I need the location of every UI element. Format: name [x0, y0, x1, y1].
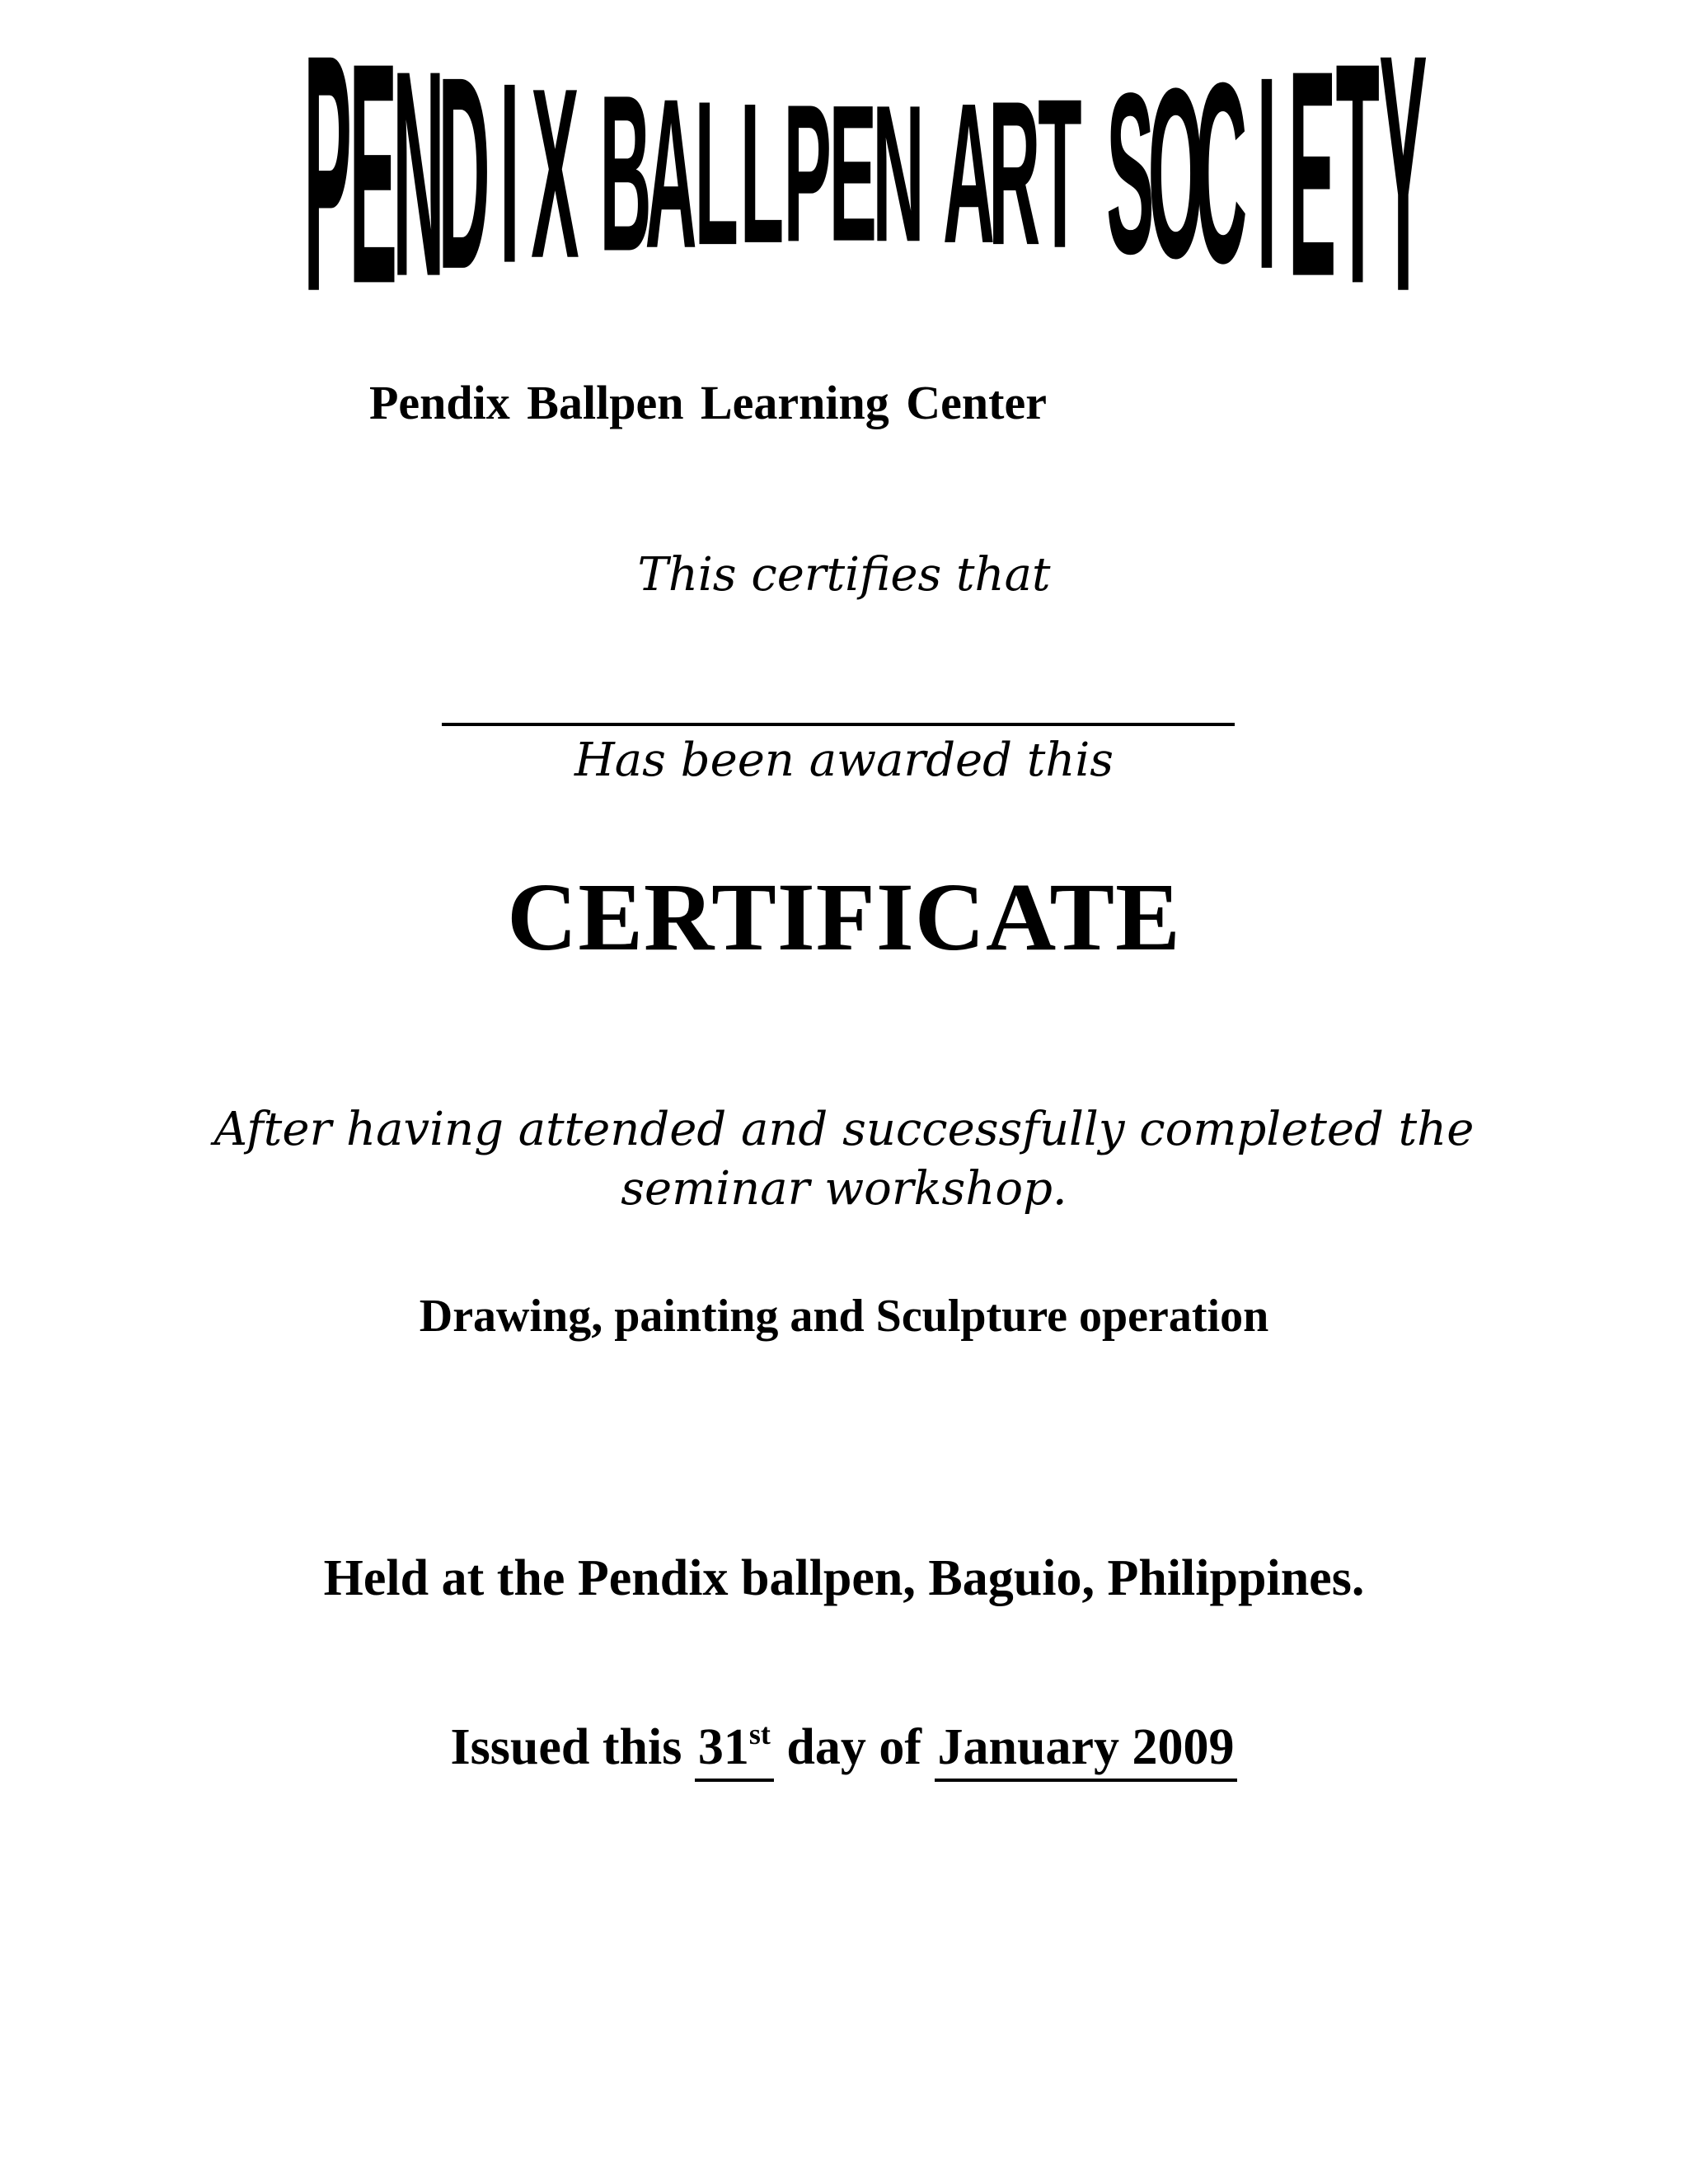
society-banner-letter: P: [783, 63, 832, 283]
issued-day: 31: [697, 1719, 749, 1775]
course-name: Drawing, painting and Sculpture operation: [419, 1291, 1269, 1342]
recipient-name-line: [442, 723, 1235, 726]
society-banner-letter: A: [645, 54, 697, 293]
issued-prefix: Issued this: [450, 1719, 682, 1775]
certificate-title: CERTIFICATE: [507, 863, 1181, 971]
completion-text-line-1: After having attended and successfully completed the: [213, 1103, 1475, 1156]
issued-month-year-blank: [935, 1718, 1238, 1782]
society-banner-wordart: [297, 41, 1434, 305]
certifies-text: This certifies that: [637, 548, 1051, 602]
issued-middle: day of: [786, 1719, 921, 1775]
society-banner-letter: C: [1195, 41, 1248, 305]
issue-date-line: [0, 1718, 1688, 1782]
society-banner-letter: E: [349, 41, 397, 305]
society-banner-letter: L: [694, 58, 738, 288]
society-banner-letter: Y: [1379, 41, 1428, 305]
awarded-text: Has been awarded this: [574, 733, 1114, 787]
organization-name: Pendix Ballpen Learning Center: [369, 376, 1047, 429]
issued-day-suffix: st: [748, 1718, 771, 1750]
society-banner-letter: S: [1106, 45, 1155, 302]
venue-text: Held at the Pendix ballpen, Baguio, Philippines.: [323, 1550, 1365, 1606]
completion-text-line-2: seminar workshop.: [621, 1162, 1067, 1216]
society-banner-letter: I: [499, 41, 520, 305]
society-banner-letter: N: [392, 41, 445, 305]
society-banner-letter: X: [531, 41, 579, 305]
society-banner-letter: T: [1038, 54, 1082, 293]
society-banner-letter: O: [1147, 41, 1204, 305]
society-banner-letter: N: [872, 63, 925, 283]
issued-day-blank: [695, 1718, 774, 1782]
society-banner-letter: P: [303, 41, 352, 305]
society-banner-letter: L: [739, 61, 785, 285]
society-banner-svg: [297, 41, 1434, 305]
society-banner-letter: E: [828, 63, 877, 283]
society-banner-letter: D: [438, 41, 490, 305]
society-banner-letters: [304, 41, 1428, 305]
issued-month-year: January 2009: [937, 1719, 1235, 1775]
society-banner-letter: T: [1335, 41, 1380, 305]
society-banner-letter: I: [1256, 41, 1278, 305]
society-banner-letter: R: [988, 58, 1041, 288]
society-banner-letter: B: [599, 48, 652, 298]
society-banner-letter: A: [943, 61, 995, 285]
society-banner-letter: E: [1288, 41, 1337, 305]
